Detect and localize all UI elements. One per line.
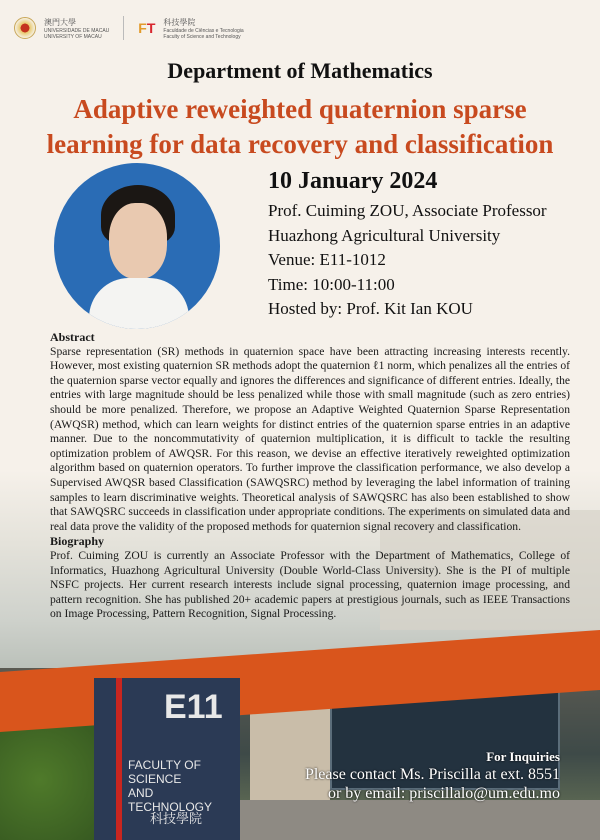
inquiries-email[interactable]: or by email: priscillalo@um.edu.mo xyxy=(327,785,560,802)
abstract-heading: Abstract xyxy=(50,330,95,344)
speaker-portrait xyxy=(54,163,220,329)
sign-faculty: FACULTY OF SCIENCE AND TECHNOLOGY xyxy=(128,758,213,814)
event-host: Hosted by: Prof. Kit Ian KOU xyxy=(268,299,473,318)
um-logo-text: 澳門大學 UNIVERSIDADE DE MACAU UNIVERSITY OF MACAU xyxy=(44,17,110,40)
pavement xyxy=(200,800,600,840)
biography-heading: Biography xyxy=(50,534,105,549)
inquiries xyxy=(305,749,560,803)
fst-logo-icon: FT xyxy=(138,20,156,36)
fst-logo-text: 科技學院 Faculdade de Ciências e Tecnologia Faculty of Science and Technology xyxy=(163,17,244,40)
header-logos xyxy=(14,16,244,40)
sign-building: E11 xyxy=(164,688,223,726)
inquiries-contact: Please contact Ms. Priscilla at ext. 8551 xyxy=(304,766,560,783)
logo-divider xyxy=(123,16,124,40)
event-time: Time: 10:00-11:00 xyxy=(268,274,395,294)
event-venue: Venue: E11-1012 xyxy=(268,250,386,269)
event-date: 10 January 2024 xyxy=(268,168,438,194)
department-heading: Department of Mathematics xyxy=(167,58,433,83)
biography-body: Prof. Cuiming ZOU is currently an Associate Professor with the Department of Mathematics, College of Informatics, Huazhong Agricultural University (Double World-Class University). She is the PI of multiple NSFC projects. Her current research interests include signal processing, quaternion image processing, and pattern recognition. She has published 20+ academic papers at prestigious journals, such as IEEE Transactions on Image Processing, Pattern Recognition, Signal Processing. xyxy=(50,548,570,621)
abstract-section xyxy=(50,330,570,622)
speaker-affiliation: Huazhong Agricultural University xyxy=(268,225,501,245)
um-seal-icon xyxy=(14,17,36,39)
sign-zh: 科技學院 xyxy=(150,812,203,827)
inquiries-heading: For Inquiries xyxy=(486,749,560,764)
event-info xyxy=(268,168,547,322)
talk-title: Adaptive reweighted quaternion sparse learning for data recovery and classification xyxy=(46,94,554,159)
e11-sign xyxy=(94,678,240,840)
abstract-body: Sparse representation (SR) methods in quaternion space have been attracting increasing interests recently. However, most existing quaternion SR methods adopt the quaternion ℓ1 norm, which penalizes all the entries of the quaternion sparse vector equally and ignores the differences and significance of different entries. Ideally, the entries with large magnitude should be less penalized while those with small magnitude (such as zero entries) should be more penalized. Therefore, we propose an Adaptive Weighted Quaternion Sparse Representation (AWQSR) method, which can learn weights for distinct entries of the quaternion sparse entries in an adaptive manner. Due to the noncommutativity of quaternion multiplication, it is difficult to tackle the resulting optimization problem of AWQSR. For this reason, we devise an effective iteratively reweighted optimization algorithm based on quaternion operators. To further improve the classification performance, we also develop a Supervised AWQSR based Classification (SAWQSRC) method by leveraging the label information of training samples to learn discriminative weights. Theoretical analysis of SAWQSRC has also been established to show that SAWQSRC succeeds in classification under appropriate conditions. The experiments on simulated data and real data prove the validity of the proposed methods for quaternion signal recovery and classification. xyxy=(50,344,571,533)
speaker-name: Prof. Cuiming ZOU, Associate Professor xyxy=(268,201,547,220)
